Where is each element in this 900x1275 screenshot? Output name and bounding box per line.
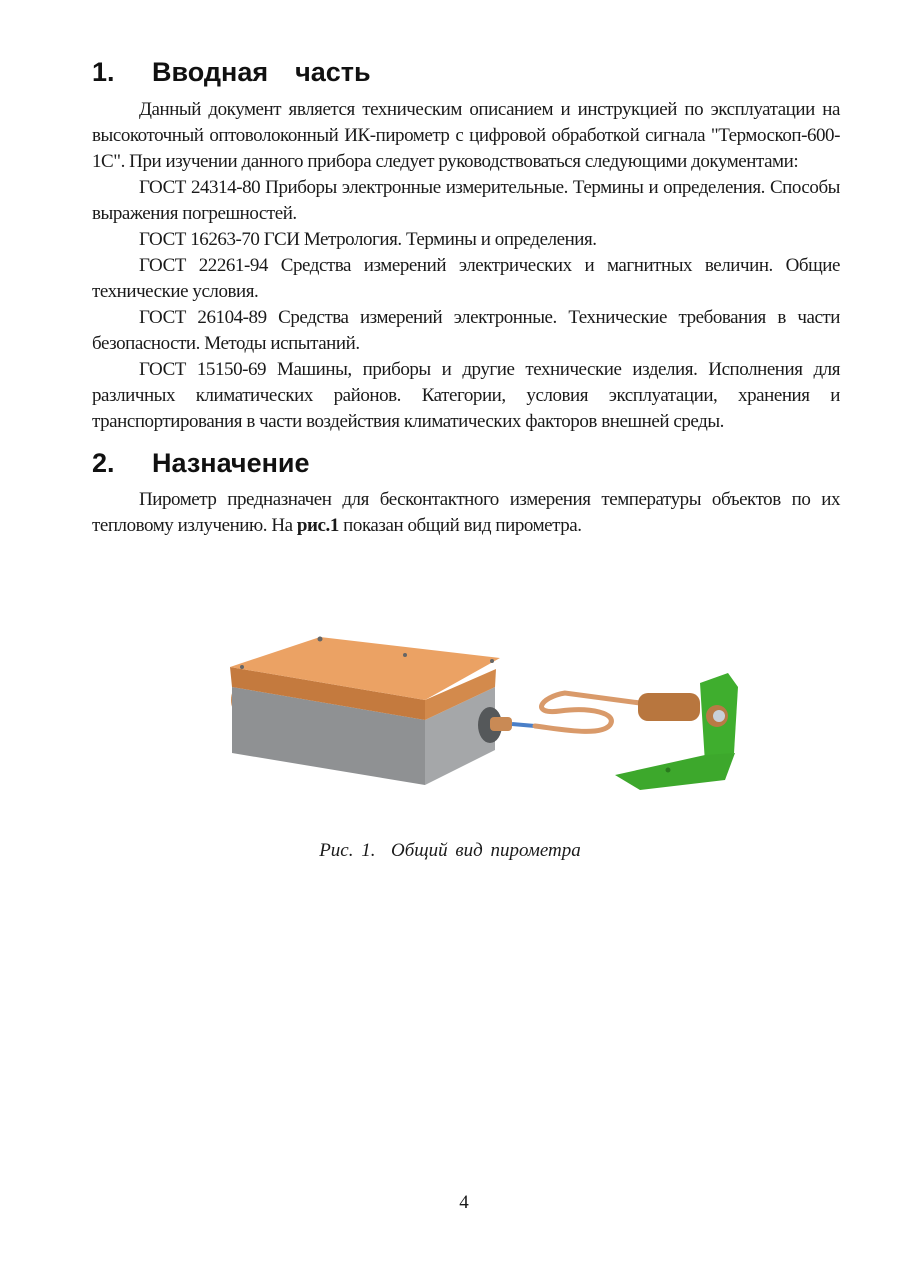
text-run: показан общий вид пирометра. (338, 515, 582, 536)
mount-bracket-base (615, 753, 735, 790)
sensor-head (638, 693, 700, 721)
paragraph-intro: Данный документ является техническим описанием и инструкцией по эксплуатации на высокоточный оптоволоконный ИК-пирометр с цифровой обработкой сигнала "Термоскоп-600-1С". При изучении данного прибора следует руководствоваться следующими документами: (92, 99, 840, 172)
paragraph-gost-15150: ГОСТ 15150-69 Машины, приборы и другие технические изделия. Исполнения для различных климатических районов. Категории, условия эксплуатации, хранения и транспортирования в части воздействия климатических факторов внешней среды. (92, 359, 840, 432)
lid-screw (490, 659, 494, 663)
section-number: 2. (92, 448, 115, 478)
bracket-hole (666, 768, 671, 773)
page-number: 4 (459, 1192, 469, 1213)
section-purpose (92, 443, 840, 539)
fiber-blue (512, 724, 535, 726)
text-run: Пирометр предназначен для бесконтактного измерения температуры объектов по их тепловому излучению. На (92, 489, 840, 536)
figure-pyrometer (220, 625, 760, 805)
figure-caption: Рис. 1. Общий вид пирометра (319, 840, 581, 861)
section-introduction (92, 52, 840, 435)
page-content (92, 52, 840, 539)
section-heading (92, 443, 840, 483)
gland-nut (490, 717, 512, 731)
lid-screw (318, 637, 323, 642)
lid-screw (403, 653, 407, 657)
paragraph-purpose (92, 487, 840, 539)
sensor-lens (713, 710, 725, 722)
fiber-cable (535, 693, 640, 731)
paragraph-gost-22261: ГОСТ 22261-94 Средства измерений электрических и магнитных величин. Общие технические условия. (92, 255, 840, 302)
paragraph-gost-24314: ГОСТ 24314-80 Приборы электронные измерительные. Термины и определения. Способы выражения погрешностей. (92, 177, 840, 224)
lid-screw (240, 665, 244, 669)
paragraph-gost-16263: ГОСТ 16263-70 ГСИ Метрология. Термины и определения. (139, 229, 597, 250)
section-heading (92, 52, 840, 92)
section-title: Назначение (152, 448, 310, 478)
section-number: 1. (92, 57, 115, 87)
section-title: Вводная часть (152, 57, 371, 87)
pyrometer-illustration (220, 625, 760, 805)
paragraph-gost-26104: ГОСТ 26104-89 Средства измерений электронные. Технические требования в части безопасности. Методы испытаний. (92, 307, 840, 354)
figure-reference: рис.1 (296, 515, 339, 536)
